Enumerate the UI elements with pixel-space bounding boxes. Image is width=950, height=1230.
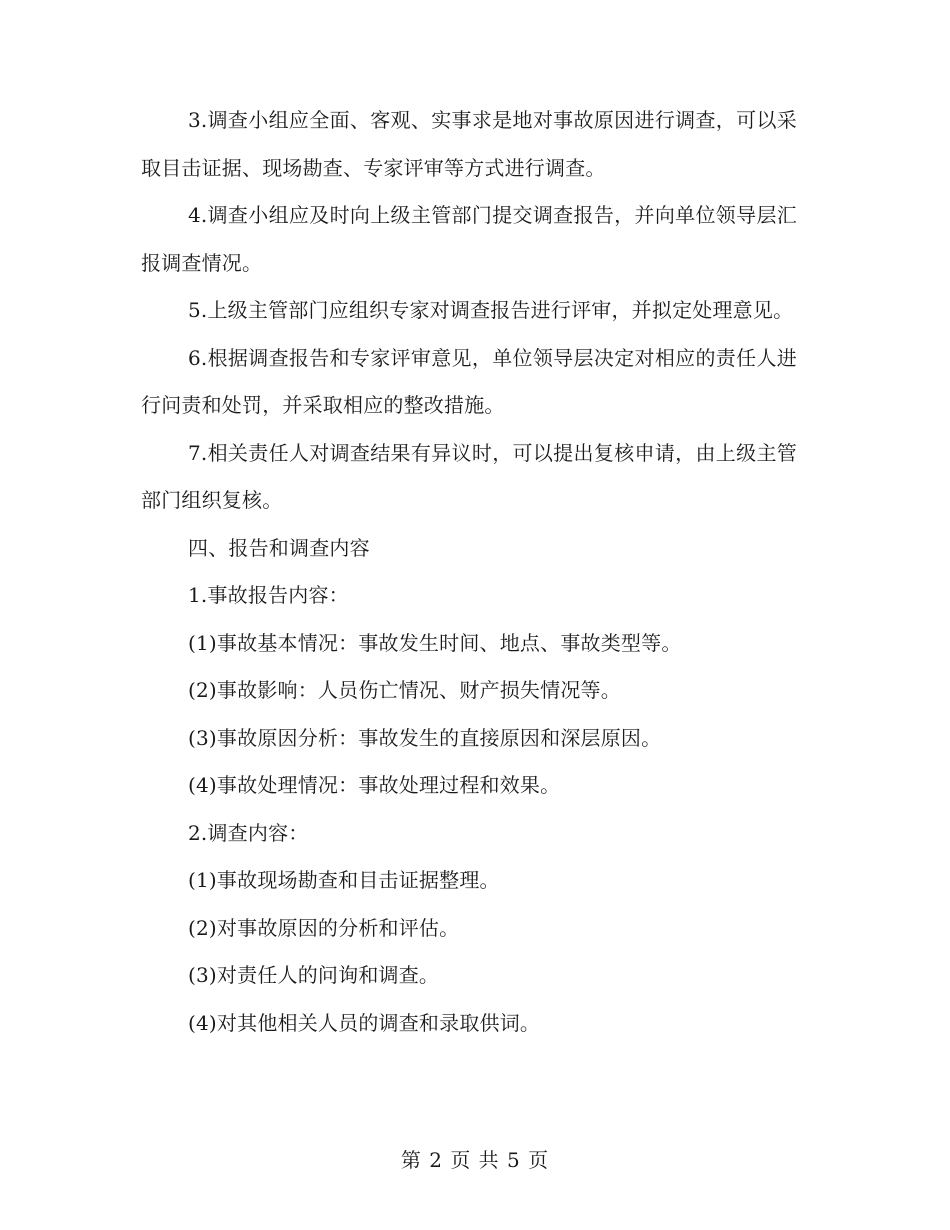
list-item: (2)事故影响：人员伤亡情况、财产损失情况等。 xyxy=(188,678,621,702)
paragraph-4: 4.调查小组应及时向上级主管部门提交调查报告，并向单位领导层汇报调查情况。 xyxy=(141,203,797,275)
paragraph-6: 6.根据调查报告和专家评审意见，单位领导层决定对相应的责任人进行问责和处罚，并采取相应的整改措施。 xyxy=(141,345,797,417)
list-item: (1)事故基本情况：事故发生时间、地点、事故类型等。 xyxy=(188,630,682,655)
paragraph-7: 7.相关责任人对调查结果有异议时，可以提出复核申请，由上级主管部门组织复核。 xyxy=(141,440,797,512)
subsection-report-content: 1.事故报告内容： xyxy=(188,583,349,607)
list-item: (2)对事故原因的分析和评估。 xyxy=(188,915,460,940)
list-item: (4)对其他相关人员的调查和录取供词。 xyxy=(188,1010,541,1035)
document-body xyxy=(141,97,797,1047)
list-item: (1)事故现场勘查和目击证据整理。 xyxy=(188,868,500,892)
list-item: (4)事故处理情况：事故处理过程和效果。 xyxy=(188,773,561,797)
paragraph-5: 5.上级主管部门应组织专家对调查报告进行评审，并拟定处理意见。 xyxy=(188,298,794,322)
list-item: (3)事故原因分析：事故发生的直接原因和深层原因。 xyxy=(188,725,662,750)
page-footer: 第 2 页 共 5 页 xyxy=(400,1148,550,1172)
paragraph-3: 3.调查小组应全面、客观、实事求是地对事故原因进行调查，可以采取目击证据、现场勘查、专家评审等方式进行调查。 xyxy=(141,108,797,180)
section-heading: 四、报告和调查内容 xyxy=(188,535,370,560)
subsection-investigation-content: 2.调查内容： xyxy=(188,820,309,845)
list-item: (3)对责任人的问询和调查。 xyxy=(188,963,440,987)
